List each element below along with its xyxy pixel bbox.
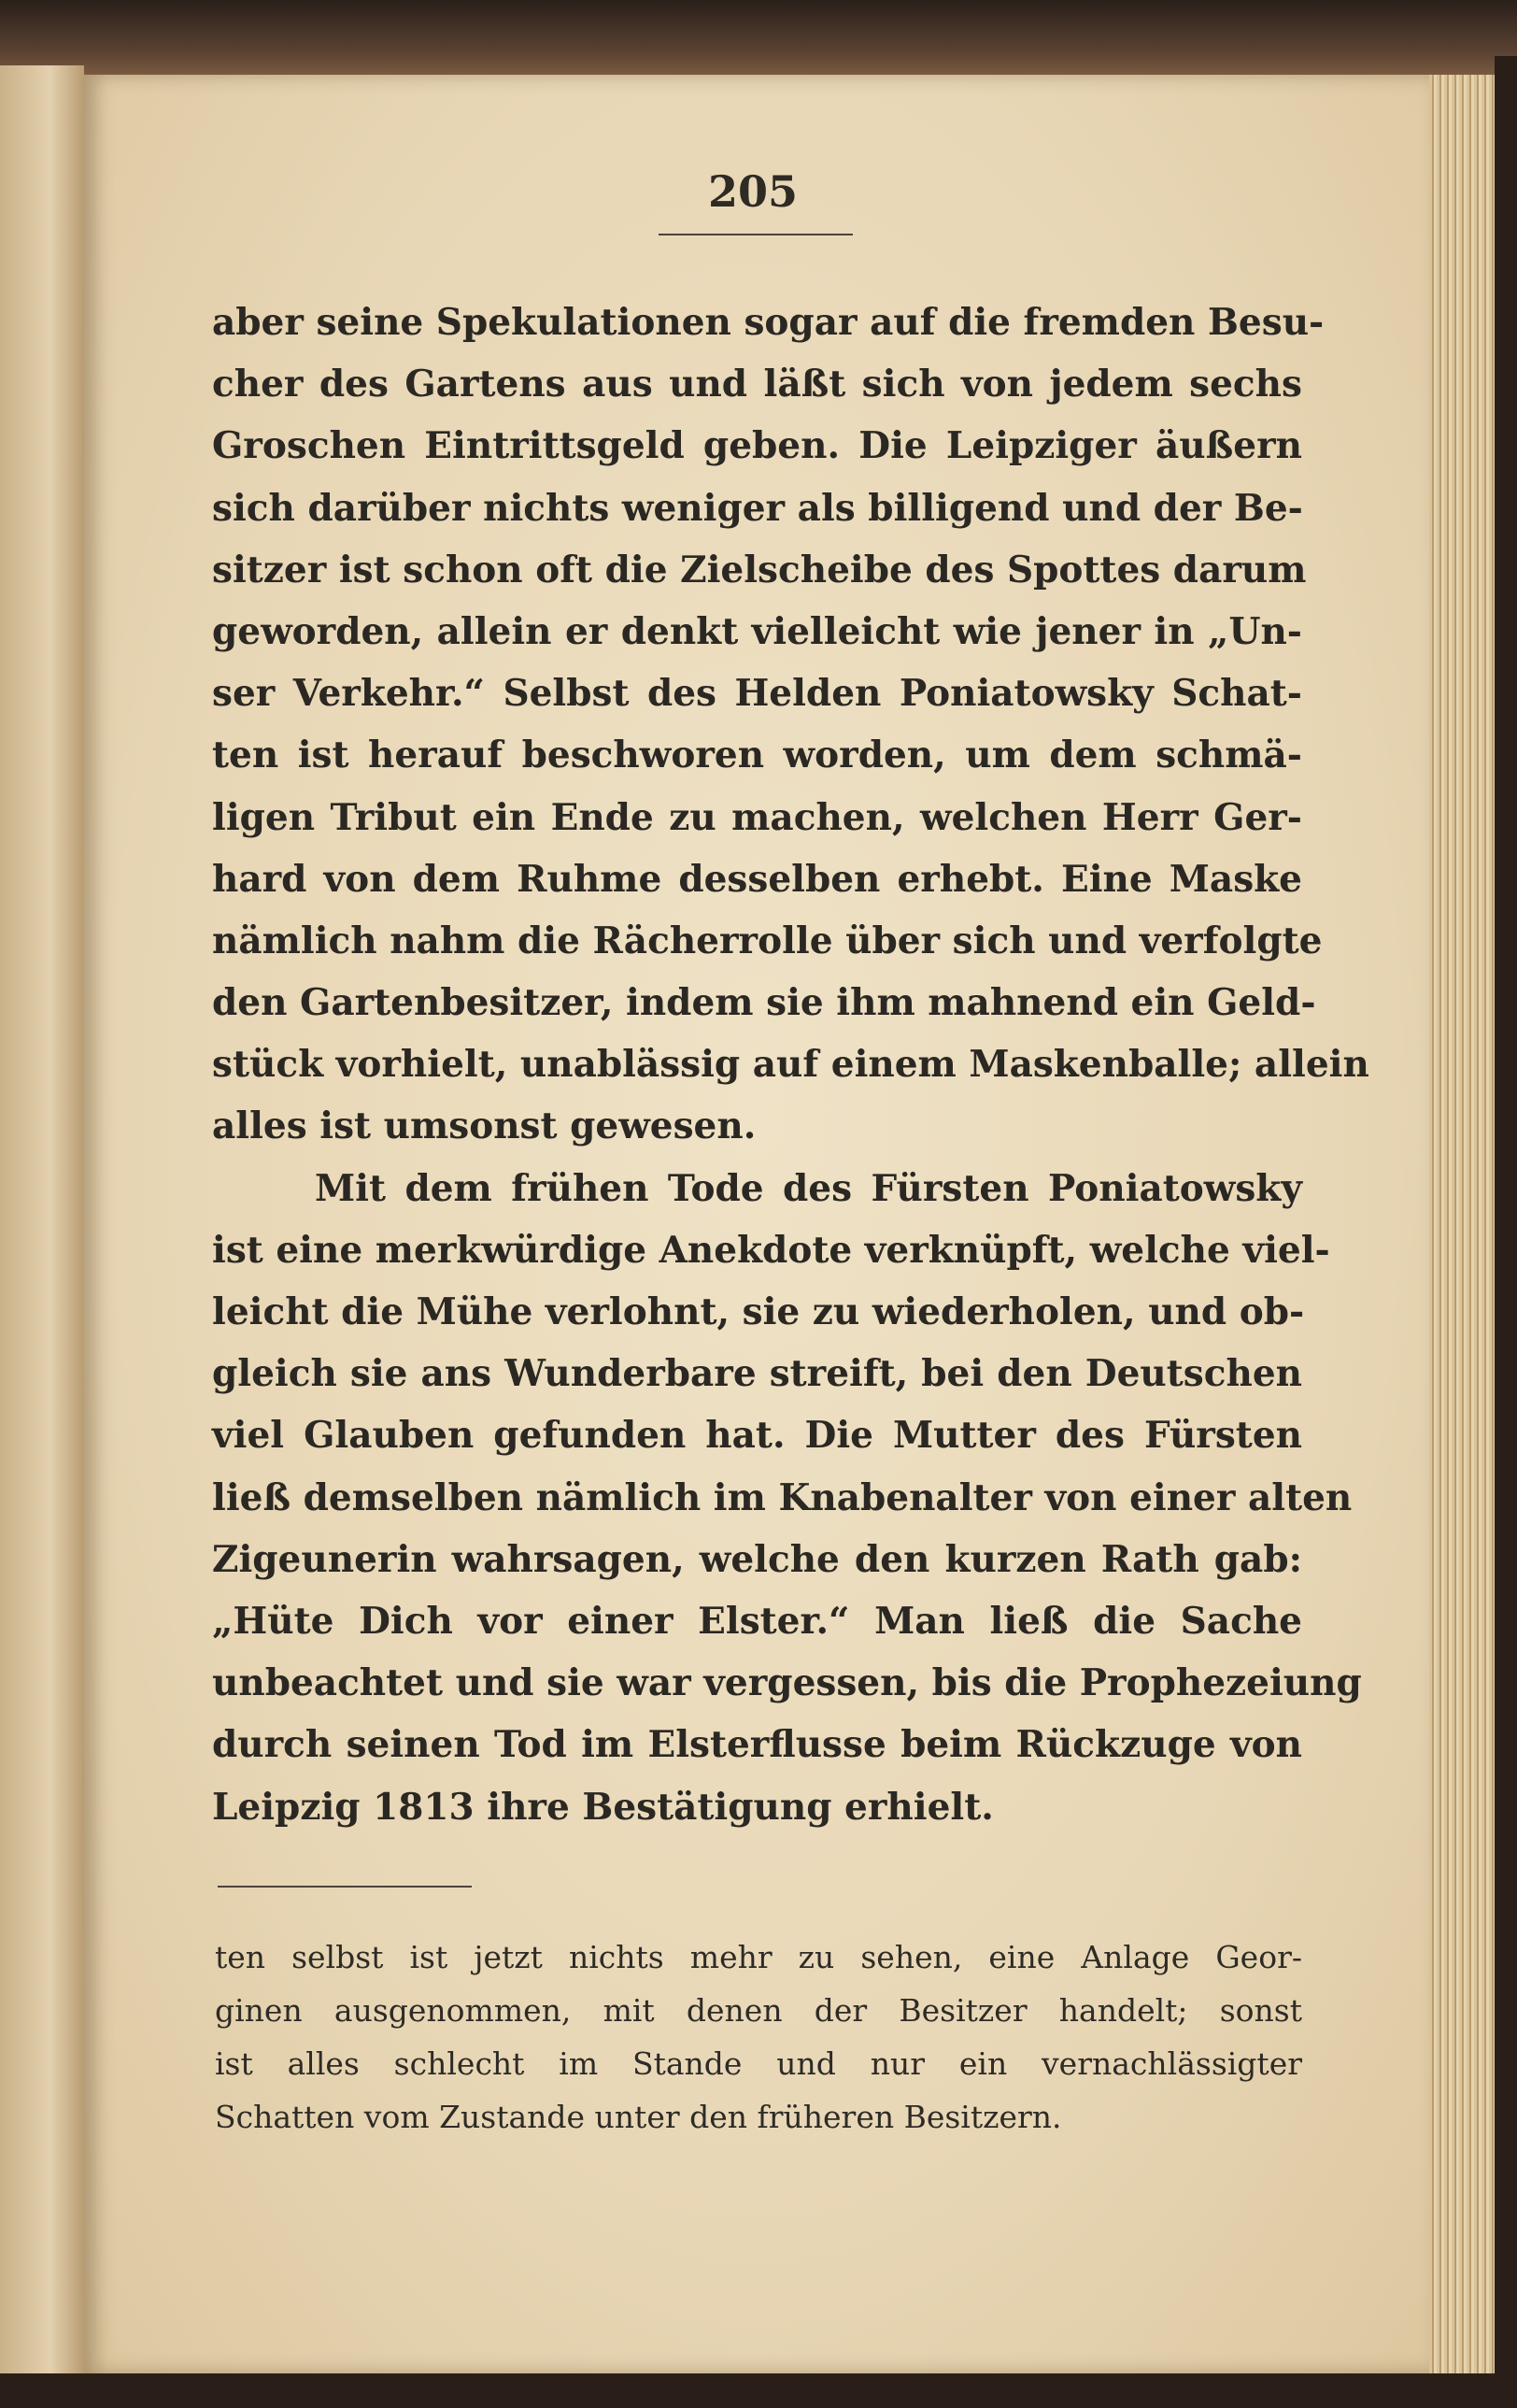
text-line: Mit dem frühen Tode des Fürsten Poniatowsky [315,1166,1302,1210]
text-line: ließ demselben nämlich im Knabenalter von einer alten [212,1475,1353,1519]
text-line: hard von dem Ruhme desselben erhebt. Eine Maske [212,857,1302,901]
page-number: 205 [707,166,799,217]
text-line: durch seinen Tod im Elsterflusse beim Rückzuge von [212,1723,1302,1767]
text-line: sitzer ist schon oft die Zielscheibe des Spottes darum [212,548,1307,591]
text-line: unbeachtet und sie war vergessen, bis die Prophezeiung [212,1661,1362,1705]
page-edges [1429,75,1495,2373]
text-line: gleich sie ans Wunderbare streift, bei den Deutschen [212,1352,1302,1396]
text-line: stück vorhielt, unablässig auf einem Maskenballe; allein [212,1043,1369,1087]
text-line: aber seine Spekulationen sogar auf die fremden Besu- [212,301,1325,344]
text-line: nämlich nahm die Rächerrolle über sich und verfolgte [212,919,1323,962]
text-line: den Gartenbesitzer, indem sie ihm mahnend ein Geld- [212,981,1316,1025]
text-line: Leipzig 1813 ihre Bestätigung erhielt. [212,1785,994,1829]
book-binding-top [0,0,1517,75]
text-line: ten ist herauf beschworen worden, um dem schmä- [212,734,1302,777]
facing-page-edge [0,65,84,2392]
body-text [212,292,1369,1838]
book-cover-edge [1495,56,1517,2408]
book-binding-bottom [0,2373,1517,2408]
text-line: Zigeunerin wahrsagen, welche den kurzen Rath gab: [212,1537,1302,1581]
text-line: „Hüte Dich vor einer Elster.“ Man ließ die Sache [212,1599,1302,1643]
footnote-line: ten selbst ist jetzt nichts mehr zu sehen, eine Anlage Geor- [215,1939,1302,1975]
text-line: leicht die Mühe verlohnt, sie zu wiederholen, und ob- [212,1290,1305,1333]
text-line: alles ist umsonst gewesen. [212,1104,757,1148]
footnote-line: ist alles schlecht im Stande und nur ein vernachlässigter [215,2045,1302,2082]
footnote-rule [218,1886,472,1888]
text-line: viel Glauben gefunden hat. Die Mutter des Fürsten [212,1414,1302,1458]
text-line: ser Verkehr.“ Selbst des Helden Poniatowsky Schat- [212,672,1302,716]
footnote-text [215,1931,1302,2144]
text-line: ligen Tribut ein Ende zu machen, welchen Herr Ger- [212,795,1302,839]
text-line: cher des Gartens aus und läßt sich von jedem sechs [212,363,1302,406]
text-line: geworden, allein er denkt vielleicht wie jener in „Un- [212,609,1302,653]
text-line: Groschen Eintrittsgeld geben. Die Leipziger äußern [212,424,1302,468]
text-line: sich darüber nichts weniger als billigend und der Be- [212,486,1303,530]
text-line: ist eine merkwürdige Anekdote verknüpft, welche viel- [212,1228,1330,1272]
footnote-line: Schatten vom Zustande unter den früheren Besitzern. [215,2099,1062,2135]
footnote-line: ginen ausgenommen, mit denen der Besitzer handelt; sonst [215,1992,1302,2029]
page-number-rule [659,234,853,235]
